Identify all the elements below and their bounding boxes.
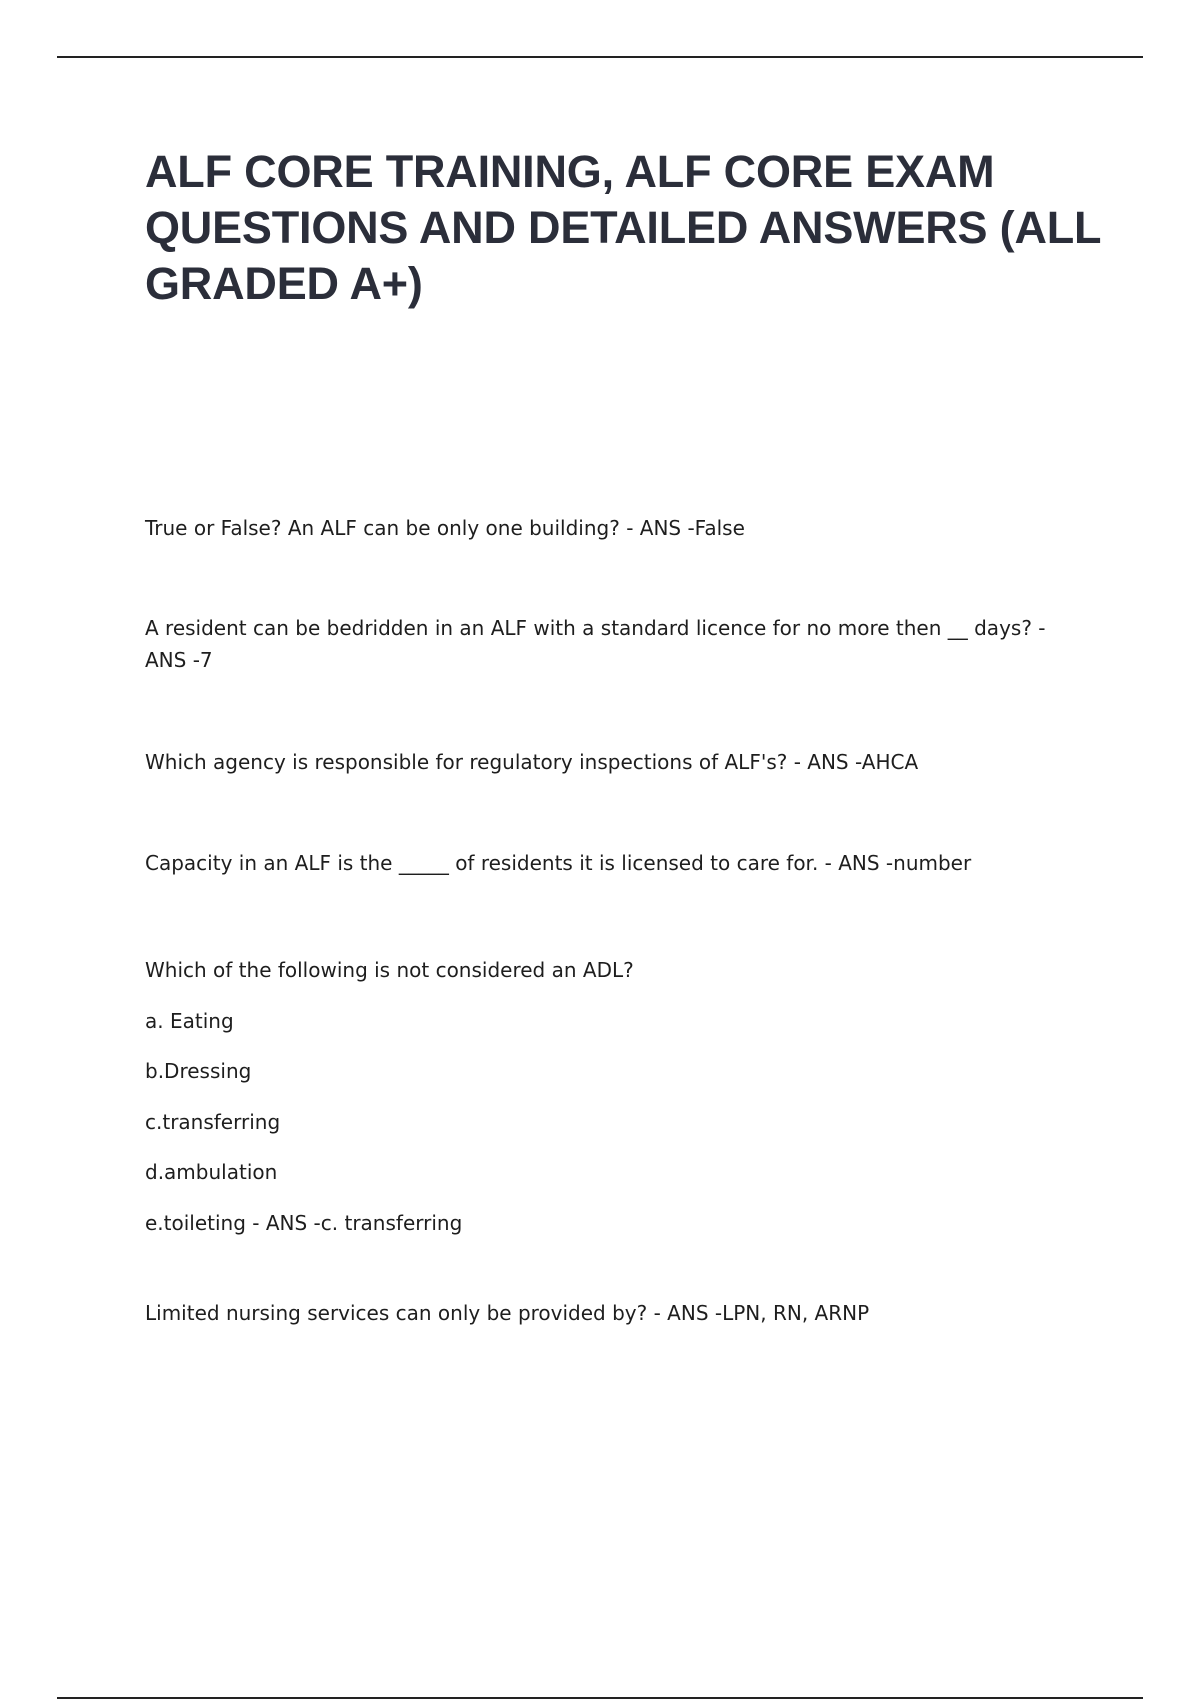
header-rule — [57, 56, 1143, 58]
option-d: d.ambulation — [145, 1160, 278, 1184]
qa-item-5 — [145, 945, 1075, 1248]
qa-item-6: Limited nursing services can only be provided by? - ANS -LPN, RN, ARNP — [145, 1301, 870, 1325]
qa-item-3: Which agency is responsible for regulatory inspections of ALF's? - ANS -AHCA — [145, 750, 919, 774]
qa-item-1: True or False? An ALF can be only one building? - ANS -False — [145, 516, 745, 540]
option-a: a. Eating — [145, 1008, 234, 1033]
footer-rule — [57, 1697, 1143, 1699]
qa-item-2: A resident can be bedridden in an ALF with a standard licence for no more then __ days? - ANS -7 — [145, 616, 1046, 672]
option-e-answer: e.toileting - ANS -c. transferring — [145, 1210, 463, 1235]
option-b: b.Dressing — [145, 1059, 252, 1083]
qa-item-4: Capacity in an ALF is the _____ of residents it is licensed to care for. - ANS -number — [145, 851, 972, 875]
question-line: Which of the following is not considered an ADL? — [145, 958, 634, 982]
option-c: c.transferring — [145, 1109, 281, 1134]
document-title: ALF CORE TRAINING, ALF CORE EXAM QUESTIONS AND DETAILED ANSWERS (ALL GRADED A+) — [145, 146, 1101, 309]
